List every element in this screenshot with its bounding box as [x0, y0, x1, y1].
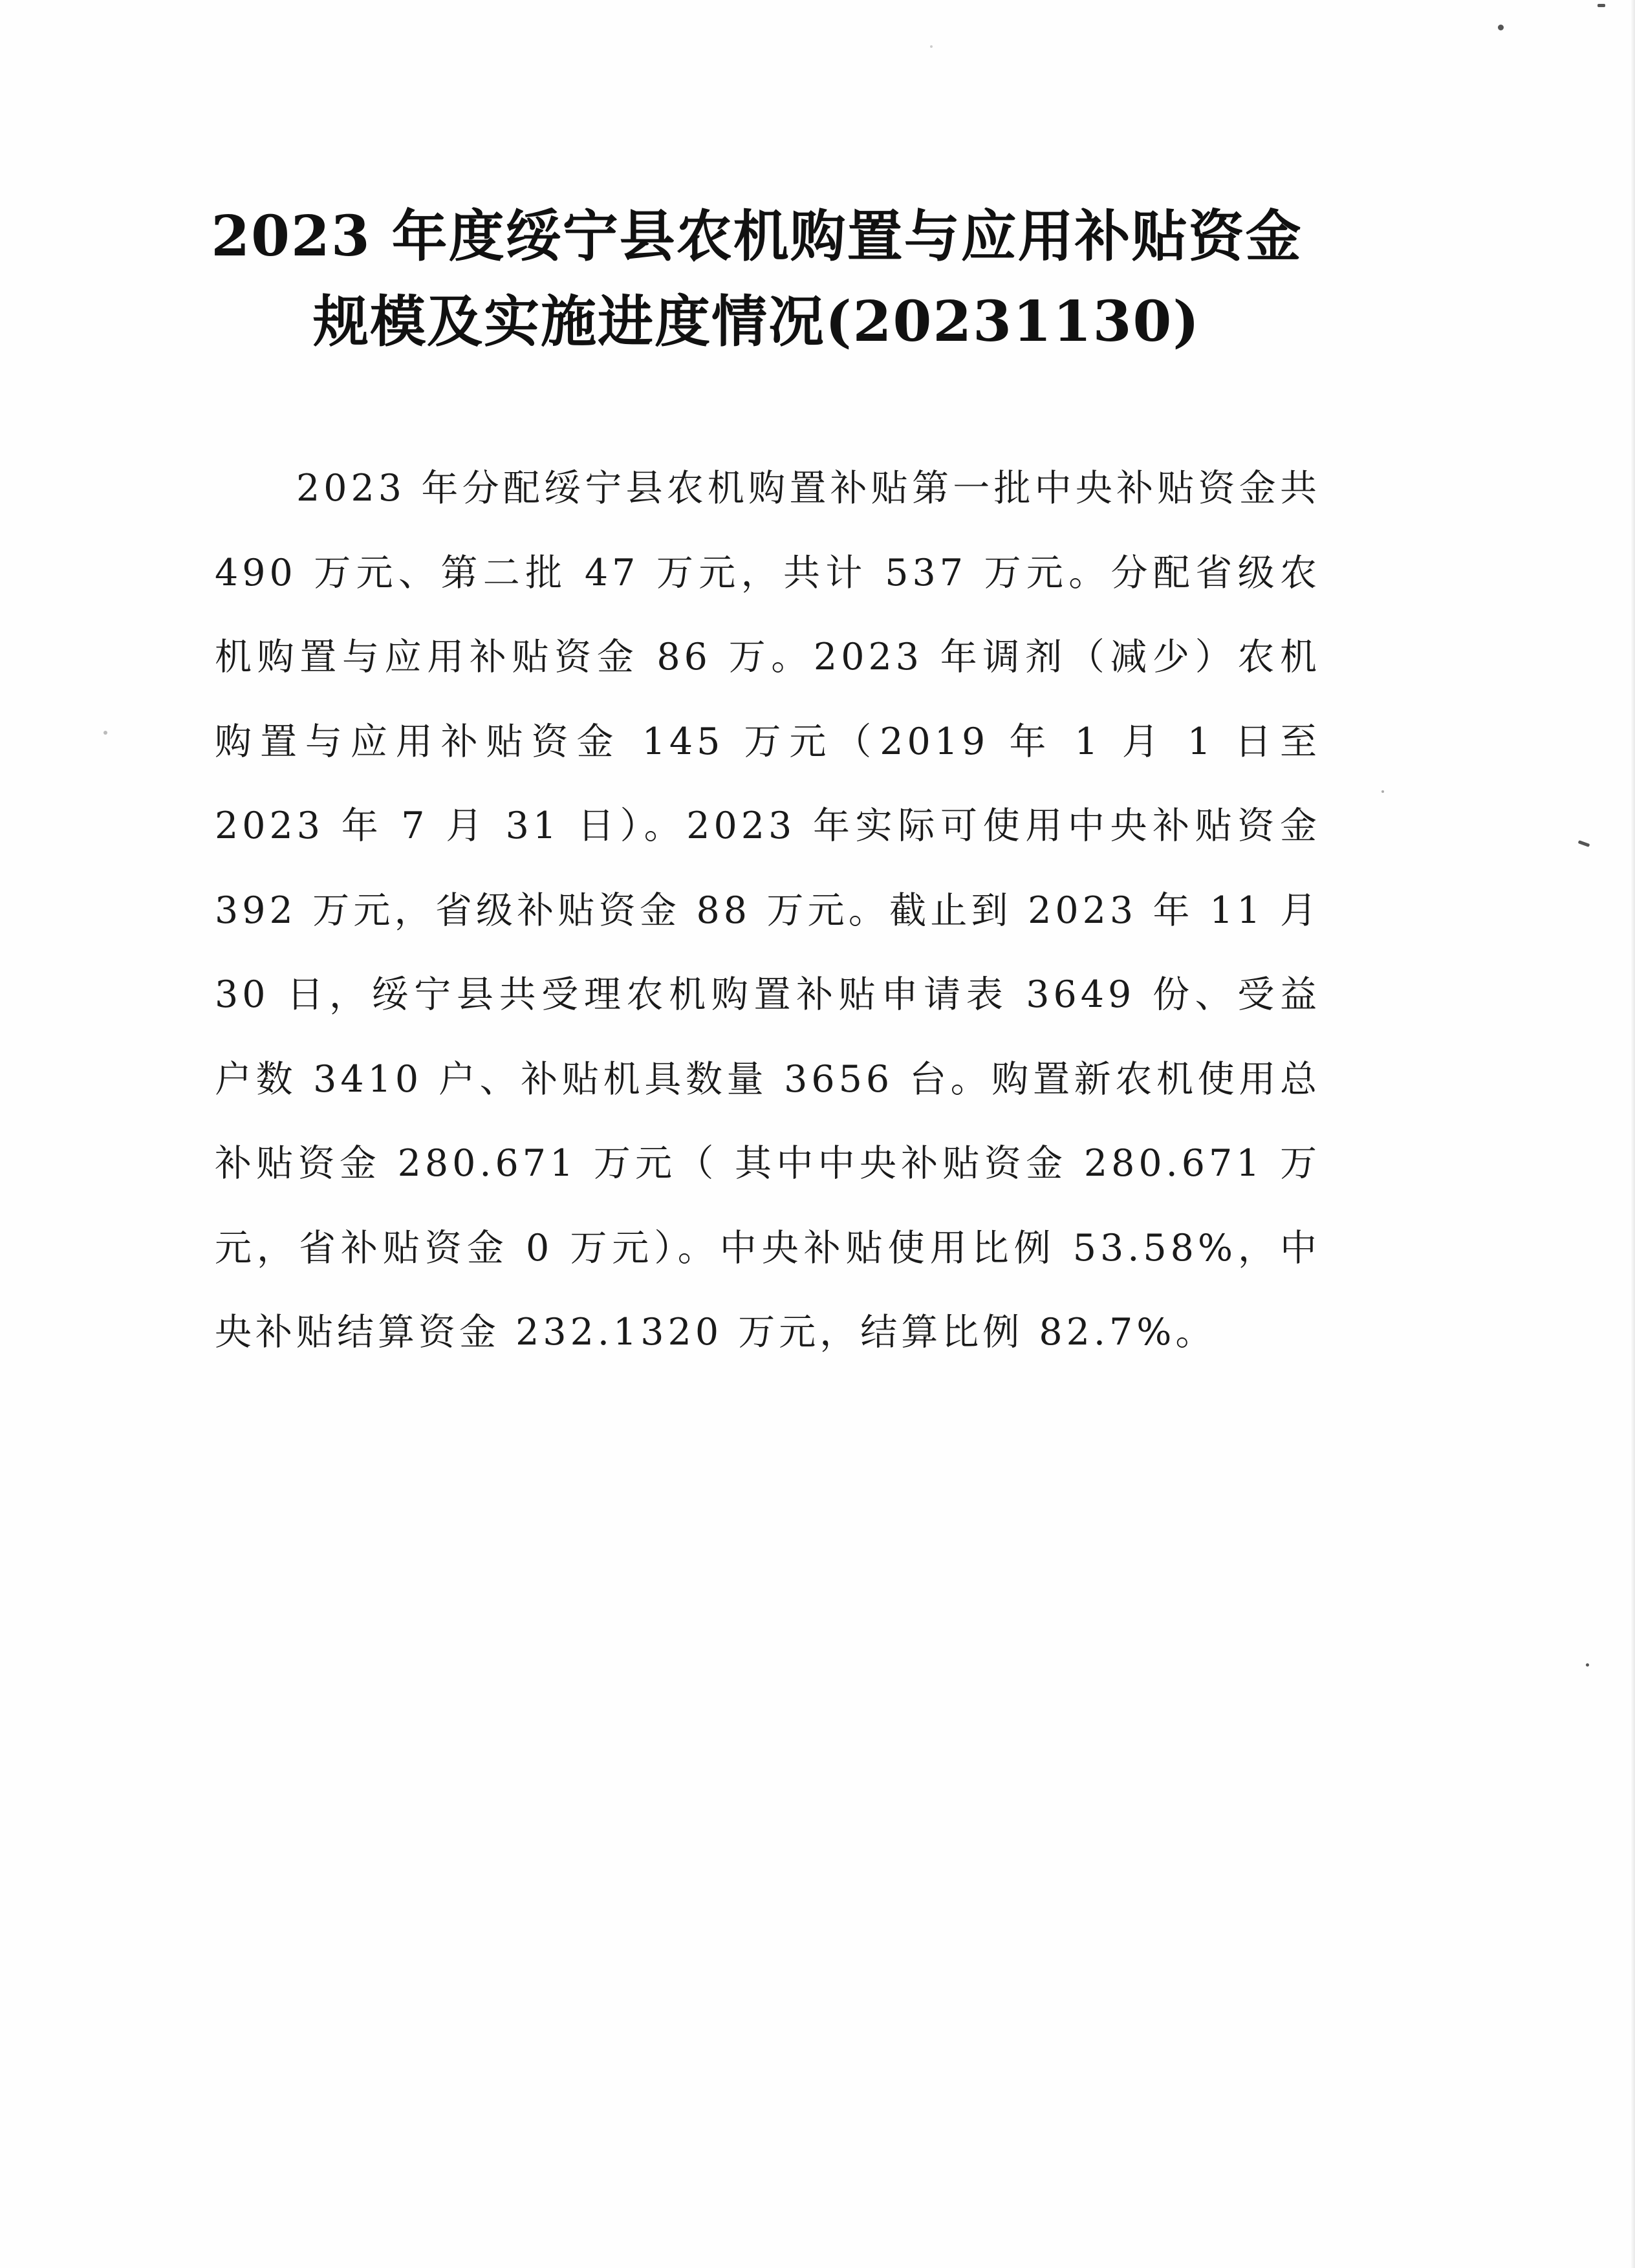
title-line-1: 2023 年度绥宁县农机购置与应用补贴资金	[211, 204, 1303, 269]
scan-speck	[1586, 1663, 1589, 1667]
document-title	[194, 194, 1319, 365]
scan-speck	[930, 45, 933, 48]
body-paragraph: 2023 年分配绥宁县农机购置补贴第一批中央补贴资金共 490 万元、第二批 47 万元，共计 537 万元。分配省级农机购置与应用补贴资金 86 万。2023 年调剂（减少）农机购置与应用补贴资金 145 万元（2019 年 1 月 1 日至 2023 年 7 月 31 日）。2023 年实际可使用中央补贴资金 392 万元，省级补贴资金 88 万元。截止到 2023 年 11 月 30 日，绥宁县共受理农机购置补贴申请表 3649 份、受益户数 3410 户、补贴机具数量 3656 台。购置新农机使用总补贴资金 280.671 万元（ 其中中央补贴资金 280.671 万元，省补贴资金 0 万元）。中央补贴使用比例 53.58%，中央补贴结算资金 232.1320 万元，结算比例 82.7%。	[215, 467, 1321, 1354]
scan-speck	[1597, 4, 1605, 7]
title-line-2: 规模及实施进度情况(20231130)	[312, 289, 1201, 354]
scan-speck	[1381, 790, 1384, 793]
scan-speck	[1498, 25, 1504, 30]
scan-edge	[1631, 0, 1635, 2268]
scan-speck	[103, 731, 107, 735]
scan-speck	[1578, 840, 1590, 847]
